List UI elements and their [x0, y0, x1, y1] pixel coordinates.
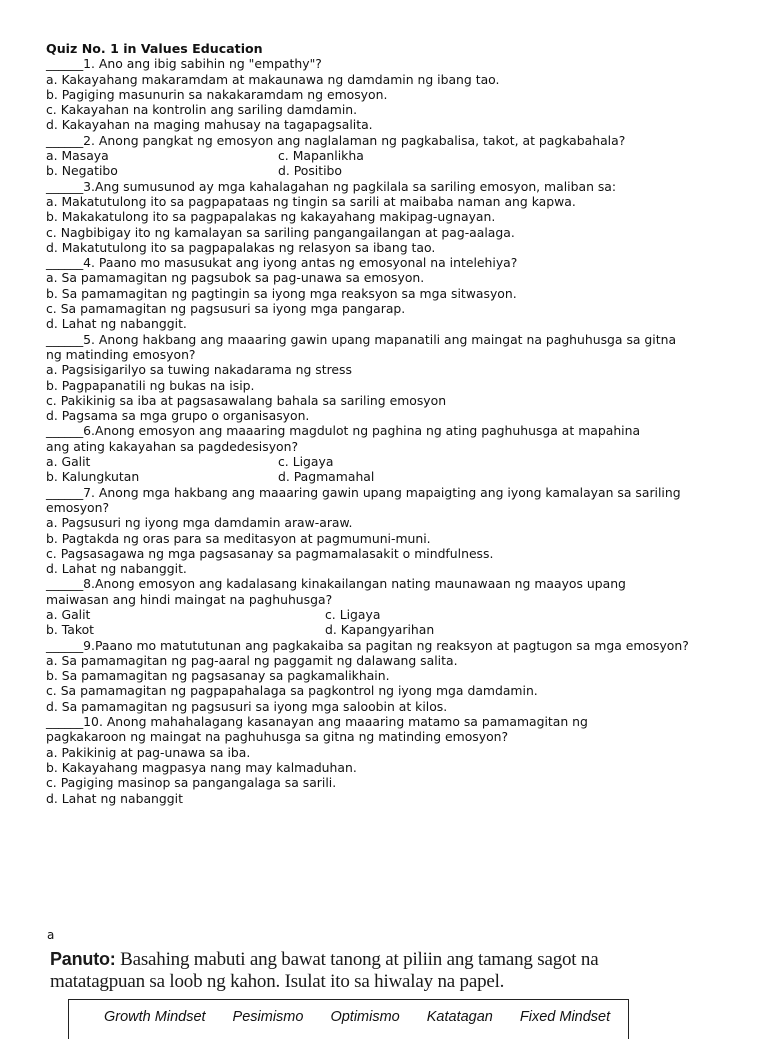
answer-option: d. Pagmamahal	[278, 469, 375, 485]
question-stem: ______8.Anong emosyon ang kadalasang kinakailangan nating maunawaan ng maayos upang	[46, 576, 626, 592]
answer-option: a. Pakikinig at pag-unawa sa iba.	[46, 744, 251, 760]
answer-option: c. Pagsasagawa ng mga pagsasanay sa pagmamalasakit o mindfulness.	[46, 545, 494, 561]
answer-option: d. Pagsama sa mga grupo o organisasyon.	[46, 408, 310, 424]
answer-option: a. Sa pamamagitan ng pagsubok sa pag-unawa sa emosyon.	[46, 270, 425, 286]
answer-row	[46, 622, 746, 637]
answer-option: d. Kapangyarihan	[325, 622, 435, 638]
answer-option: a. Galit	[46, 606, 91, 622]
word-box-terms	[104, 1009, 637, 1025]
question-stem: ______3.Ang sumusunod ay mga kahalagahan ng pagkilala sa sariling emosyon, maliban sa:	[46, 178, 617, 194]
answer-option: b. Pagpapanatili ng bukas na isip.	[46, 377, 255, 393]
answer-option: c. Mapanlikha	[278, 148, 364, 164]
answer-option: b. Takot	[46, 622, 95, 638]
answer-option: b. Negatibo	[46, 163, 118, 179]
question-8	[46, 576, 746, 637]
question-stem: pagkakaroon ng maingat na paghuhusga sa gitna ng matinding emosyon?	[46, 729, 509, 745]
question-2	[46, 133, 746, 179]
answer-option: b. Kalungkutan	[46, 469, 140, 485]
word-box-term: Katatagan	[426, 1009, 493, 1025]
question-3	[46, 179, 746, 255]
word-box-term: Optimismo	[330, 1009, 400, 1025]
question-5	[46, 332, 746, 424]
quiz-title: Quiz No. 1 in Values Education	[46, 41, 263, 56]
answer-option: b. Kakayahang magpasya nang may kalmaduhan.	[46, 759, 357, 775]
question-stem: ang ating kakayahan sa pagdedesisyon?	[46, 438, 299, 454]
answer-option: d. Lahat ng nabanggit	[46, 790, 183, 806]
answer-option: c. Ligaya	[278, 454, 334, 470]
instructions-label: Panuto:	[50, 949, 116, 969]
answer-option: c. Pakikinig sa iba at pagsasawalang bahala sa sariling emosyon	[46, 392, 447, 408]
answer-option: a. Makatutulong ito sa pagpapataas ng tingin sa sarili at maibaba naman ang kapwa.	[46, 193, 576, 209]
word-box-term: Pesimismo	[232, 1009, 304, 1025]
answer-option: d. Makatutulong ito sa pagpapalakas ng relasyon sa ibang tao.	[46, 239, 436, 255]
answer-option: c. Nagbibigay ito ng kamalayan sa sariling pangangailangan at pag-aalaga.	[46, 224, 515, 240]
answer-row	[46, 607, 746, 622]
answer-row	[46, 469, 746, 484]
question-4	[46, 255, 746, 331]
answer-row	[46, 454, 746, 469]
answer-option: a. Masaya	[46, 148, 109, 164]
answer-option: b. Pagtakda ng oras para sa meditasyon at pagmumuni-muni.	[46, 530, 431, 546]
question-stem: ______2. Anong pangkat ng emosyon ang naglalaman ng pagkabalisa, takot, at pagkabahala?	[46, 132, 626, 148]
instructions	[50, 948, 650, 993]
answer-option: b. Sa pamamagitan ng pagtingin sa iyong mga reaksyon sa mga sitwasyon.	[46, 285, 517, 301]
answer-option: b. Pagiging masunurin sa nakakaramdam ng emosyon.	[46, 86, 388, 102]
word-box-term: Fixed Mindset	[519, 1009, 611, 1025]
answer-option: d. Sa pamamagitan ng pagsusuri sa iyong mga saloobin at kilos.	[46, 698, 448, 714]
answer-option: c. Kakayahan na kontrolin ang sariling damdamin.	[46, 102, 358, 118]
question-10	[46, 714, 746, 806]
question-6	[46, 423, 746, 484]
question-1	[46, 56, 746, 132]
question-stem: ______4. Paano mo masusukat ang iyong antas ng emosyonal na intelehiya?	[46, 255, 518, 271]
answer-option: d. Lahat ng nabanggit.	[46, 316, 187, 332]
question-stem: ______10. Anong mahahalagang kasanayan ang maaaring matamo sa pamamagitan ng	[46, 714, 588, 730]
instructions-line-1: Basahing mabuti ang bawat tanong at piliin ang tamang sagot na	[115, 949, 599, 970]
answer-row	[46, 163, 746, 178]
question-7	[46, 485, 746, 577]
question-stem: ______5. Anong hakbang ang maaaring gawin upang mapanatili ang maingat na paghuhusga sa gitna	[46, 331, 677, 347]
question-list	[46, 56, 746, 806]
answer-option: c. Sa pamamagitan ng pagsusuri sa iyong mga pangarap.	[46, 301, 406, 317]
answer-option: d. Lahat ng nabanggit.	[46, 561, 187, 577]
answer-option: d. Positibo	[278, 163, 342, 179]
question-9	[46, 638, 746, 714]
question-stem: ______6.Anong emosyon ang maaaring magdulot ng paghina ng ating paghuhusga at mapahina	[46, 423, 641, 439]
question-stem: emosyon?	[46, 499, 110, 515]
answer-option: a. Pagsisigarilyo sa tuwing nakadarama ng stress	[46, 362, 352, 378]
question-stem: maiwasan ang hindi maingat na paghuhusga?	[46, 591, 333, 607]
answer-option: b. Makakatulong ito sa pagpapalakas ng kakayahang makipag-ugnayan.	[46, 209, 496, 225]
quiz-document	[46, 41, 746, 806]
answer-option: a. Pagsusuri ng iyong mga damdamin araw-araw.	[46, 515, 353, 531]
stray-letter: a	[47, 928, 55, 942]
answer-option: a. Sa pamamagitan ng pag-aaral ng paggamit ng dalawang salita.	[46, 652, 458, 668]
question-stem: ______1. Ano ang ibig sabihin ng "empathy"?	[46, 56, 322, 72]
question-stem: ng matinding emosyon?	[46, 346, 196, 362]
answer-option: a. Kakayahang makaramdam at makaunawa ng damdamin ng ibang tao.	[46, 71, 500, 87]
question-stem: ______9.Paano mo matututunan ang pagkakaiba sa pagitan ng reaksyon at pagtugon sa mga emosyon?	[46, 637, 689, 653]
answer-option: c. Pagiging masinop sa pangangalaga sa sarili.	[46, 775, 337, 791]
answer-option: c. Sa pamamagitan ng pagpapahalaga sa pagkontrol ng iyong mga damdamin.	[46, 683, 538, 699]
answer-option: b. Sa pamamagitan ng pagsasanay sa pagkamalikhain.	[46, 668, 390, 684]
answer-option: a. Galit	[46, 454, 91, 470]
answer-option: d. Kakayahan na maging mahusay na tagapagsalita.	[46, 117, 373, 133]
instructions-line-2: matatagpuan sa loob ng kahon. Isulat ito sa hiwalay na papel.	[50, 971, 505, 992]
question-stem: ______7. Anong mga hakbang ang maaaring gawin upang mapaigting ang iyong kamalayan sa sariling	[46, 484, 681, 500]
answer-option: c. Ligaya	[325, 606, 381, 622]
answer-row	[46, 148, 746, 163]
word-box-term: Growth Mindset	[104, 1009, 206, 1025]
